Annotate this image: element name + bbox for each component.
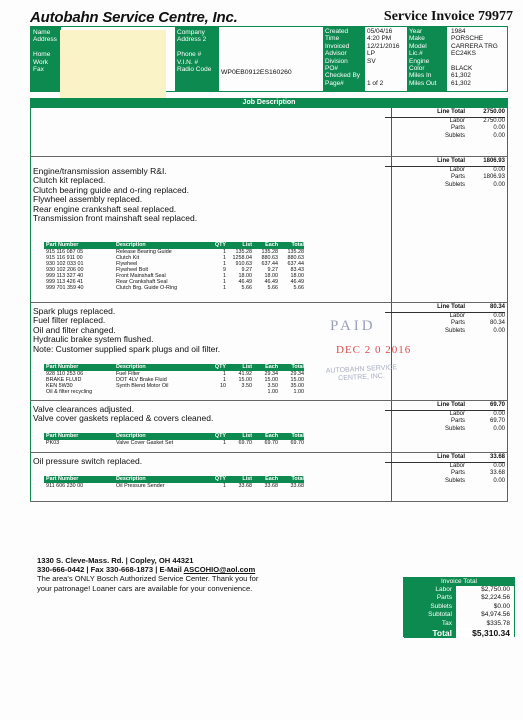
totals-value: 0.00 xyxy=(493,327,505,334)
address-line: 1330 S. Cleve-Mass. Rd. | Copley, OH 44321 xyxy=(37,556,194,565)
job-totals xyxy=(385,158,505,189)
order-field-label: Created xyxy=(325,28,349,35)
parts-cell: 910.63 xyxy=(235,261,252,267)
totals-label: Parts xyxy=(450,470,465,477)
parts-cell: 46.49 xyxy=(290,279,304,285)
totals-label: Labor xyxy=(449,462,465,469)
parts-column-header: Total xyxy=(291,364,304,370)
vehicle-field-value: 61,302 xyxy=(451,79,471,87)
parts-cell: 9 xyxy=(223,267,226,273)
parts-cell: 10 xyxy=(220,383,226,389)
parts-cell: 69.70 xyxy=(238,440,252,446)
parts-cell: 3.50 xyxy=(267,383,278,389)
vehicle-field-label: Lic.# xyxy=(409,50,423,58)
parts-cell: Front Mainshaft Seal xyxy=(116,273,166,279)
parts-cell: 999 701 359 40 xyxy=(46,285,84,291)
parts-cell: 69.70 xyxy=(264,440,278,446)
vehicle-field-value: CARRERA TRG xyxy=(451,42,498,50)
customer-field-label: Work xyxy=(33,58,49,66)
parts-column-header: Total xyxy=(291,476,304,482)
invoice-total-row xyxy=(404,603,514,611)
parts-cell: 83.43 xyxy=(290,267,304,273)
parts-cell: Clutch Brg. Guide O-Ring xyxy=(116,285,178,291)
parts-cell: 135.28 xyxy=(261,249,278,255)
company-field-label: Radio Code xyxy=(177,65,212,73)
invoice-total-label: Parts xyxy=(404,594,456,602)
order-field-value: 4:20 PM xyxy=(367,35,392,43)
totals-row xyxy=(385,125,505,133)
job-totals xyxy=(385,402,505,433)
totals-label: Line Total xyxy=(437,454,465,460)
order-field-label: PO# xyxy=(325,64,339,72)
company-address-block xyxy=(37,556,258,593)
order-field-value: 05/04/16 xyxy=(367,28,393,35)
vehicle-field-label: Color xyxy=(409,64,425,72)
totals-row xyxy=(385,133,505,141)
parts-table-header xyxy=(44,433,304,440)
totals-label: Labor xyxy=(449,166,465,173)
parts-cell: KEN 5W30 xyxy=(46,383,73,389)
order-field-value: 1 of 2 xyxy=(367,79,384,87)
parts-cell: 1258.04 xyxy=(232,255,252,261)
parts-cell: 1 xyxy=(223,440,226,446)
vin-value: WP0EB0912ES160260 xyxy=(221,69,292,76)
parts-cell: 1.00 xyxy=(267,389,278,395)
vehicle-field-value: EC24KS xyxy=(451,50,476,58)
phone-fax-text: 330-666-0442 | Fax 330-668-1873 | E-Mail xyxy=(37,565,184,575)
section-divider xyxy=(30,400,508,401)
parts-cell: 15.00 xyxy=(290,377,304,383)
parts-column-header: List xyxy=(242,433,252,439)
totals-value: 0.00 xyxy=(493,312,505,319)
parts-cell: 1 xyxy=(223,483,226,489)
parts-cell: 930 102 033 01 xyxy=(46,261,84,267)
parts-cell: 1 xyxy=(223,255,226,261)
job-totals xyxy=(385,109,505,140)
parts-cell: BRAKE FLUID xyxy=(46,377,82,383)
totals-row xyxy=(385,320,505,328)
totals-value: 0.00 xyxy=(493,425,505,432)
parts-cell: 1.00 xyxy=(293,389,304,395)
totals-row xyxy=(385,328,505,336)
work-line: Oil and filter changed. xyxy=(33,324,116,335)
totals-value: 0.00 xyxy=(493,410,505,417)
vehicle-field-label: Make xyxy=(409,35,425,43)
totals-value: 33.68 xyxy=(489,470,505,477)
parts-cell: 9.27 xyxy=(241,267,252,273)
parts-cell: 33.68 xyxy=(290,483,304,489)
parts-cell xyxy=(226,389,252,395)
work-line: Hydraulic brake system flushed. xyxy=(33,334,154,345)
totals-value: 1806.93 xyxy=(483,158,505,164)
parts-cell: 1 xyxy=(223,377,226,383)
invoice-total-row xyxy=(404,594,514,602)
parts-column-header: List xyxy=(242,364,252,370)
order-field-label: Time xyxy=(325,35,340,43)
customer-field-label: Fax xyxy=(33,65,44,73)
invoice-total-label: Subtotal xyxy=(404,611,456,619)
parts-cell: 999 113 426 41 xyxy=(46,279,84,285)
totals-row xyxy=(385,470,505,478)
redacted-customer-info xyxy=(60,30,166,104)
customer-field-label: Address xyxy=(33,36,57,44)
line-total-row xyxy=(385,304,505,313)
parts-table xyxy=(44,242,304,291)
grand-total-value: $5,310.34 xyxy=(456,628,514,638)
job-totals xyxy=(385,304,505,335)
vehicle-field-value: 1984 xyxy=(451,28,466,35)
order-label-column xyxy=(323,27,365,91)
parts-cell: 5.66 xyxy=(293,285,304,291)
work-line: Fuel filter replaced. xyxy=(33,315,106,326)
totals-row xyxy=(385,118,505,126)
totals-label: Sublets xyxy=(444,477,465,484)
invoice-total-value: $2,750.00 xyxy=(481,586,510,593)
vehicle-field-value xyxy=(451,58,507,65)
parts-cell: 35.00 xyxy=(290,383,304,389)
totals-value: 1806.93 xyxy=(483,174,505,181)
customer-field-label xyxy=(33,44,59,51)
totals-label: Line Total xyxy=(437,158,465,164)
vehicle-field-value: BLACK xyxy=(451,64,473,72)
parts-column-header: Part Number xyxy=(46,242,79,248)
parts-column-header: Description xyxy=(116,242,146,248)
order-field-value: SV xyxy=(367,57,376,65)
parts-table-header xyxy=(44,242,304,249)
order-value-column xyxy=(367,28,407,87)
parts-row xyxy=(44,440,304,446)
parts-column-header: Each xyxy=(265,433,278,439)
parts-cell: 1 xyxy=(223,261,226,267)
line-total-row xyxy=(385,402,505,411)
totals-label: Sublets xyxy=(444,425,465,432)
parts-column-header: Each xyxy=(265,364,278,370)
totals-value: 33.68 xyxy=(489,454,505,460)
invoice-total-value: $4,974.56 xyxy=(481,611,510,619)
vehicle-field-label: Year xyxy=(409,28,423,35)
totals-value: 2750.00 xyxy=(483,117,505,124)
paid-stamp-date: DEC 2 0 2016 xyxy=(336,344,412,356)
totals-label: Labor xyxy=(449,312,465,319)
parts-cell: 18.00 xyxy=(238,273,252,279)
paid-stamp: PAID xyxy=(330,318,376,334)
parts-cell: 69.70 xyxy=(290,440,304,446)
customer-field-label: Home xyxy=(33,51,51,59)
totals-value: 80.34 xyxy=(489,320,505,327)
line-total-row xyxy=(385,158,505,167)
parts-cell: 41.92 xyxy=(238,371,252,377)
totals-value: 0.00 xyxy=(493,462,505,469)
work-line: Engine/transmission assembly R&I. xyxy=(33,166,167,176)
order-field-value: 12/21/2016 xyxy=(367,42,400,50)
parts-cell: 1 xyxy=(223,273,226,279)
work-line: Clutch kit replaced. xyxy=(33,175,106,186)
parts-cell: 15.00 xyxy=(238,377,252,383)
totals-row xyxy=(385,463,505,471)
line-total-row xyxy=(385,109,505,118)
totals-row xyxy=(385,411,505,419)
parts-cell: 1 xyxy=(223,279,226,285)
parts-column-header: Description xyxy=(116,476,146,482)
section-divider xyxy=(30,501,508,502)
parts-cell: 33.68 xyxy=(238,483,252,489)
totals-value: 80.34 xyxy=(489,304,505,310)
totals-label: Line Total xyxy=(437,402,465,408)
parts-row xyxy=(44,389,304,395)
totals-row xyxy=(385,174,505,182)
vehicle-label-column xyxy=(407,27,447,91)
parts-table xyxy=(44,476,304,489)
totals-row xyxy=(385,426,505,434)
totals-value: 2750.00 xyxy=(483,109,505,115)
vehicle-field-label: Miles Out xyxy=(409,79,437,87)
company-field-label xyxy=(177,44,217,51)
invoice-total-row xyxy=(404,620,514,628)
parts-row xyxy=(44,285,304,291)
work-performed xyxy=(33,307,220,354)
totals-label: Labor xyxy=(449,410,465,417)
invoice-total-value: $0.00 xyxy=(493,602,510,610)
parts-cell: 3.50 xyxy=(241,383,252,389)
work-line: Note: Customer supplied spark plugs and oil filter. xyxy=(33,343,221,354)
totals-label: Parts xyxy=(450,320,465,327)
order-field-label: Invoiced xyxy=(325,42,350,50)
parts-cell: 135.28 xyxy=(235,249,252,255)
parts-cell: Oil Pressure Sender xyxy=(116,483,165,489)
stamp-company-line2: CENTRE, INC. xyxy=(338,372,386,383)
vehicle-field-label: Miles In xyxy=(409,72,432,80)
parts-column-header: QTY xyxy=(214,433,226,439)
totals-label: Sublets xyxy=(444,327,465,334)
section-divider xyxy=(30,452,508,453)
parts-cell: 911 606 230 00 xyxy=(46,483,84,489)
parts-column-header: Total xyxy=(291,242,304,248)
parts-column-header: Total xyxy=(291,433,304,439)
totals-value: 0.00 xyxy=(493,125,505,132)
parts-cell: 637.44 xyxy=(287,261,304,267)
parts-cell: 29.34 xyxy=(264,371,278,377)
section-divider xyxy=(30,156,508,157)
parts-column-header: Part Number xyxy=(46,433,79,439)
parts-column-header: Part Number xyxy=(46,364,79,370)
parts-cell: 18.00 xyxy=(290,273,304,279)
parts-cell: 29.34 xyxy=(290,371,304,377)
parts-table xyxy=(44,433,304,446)
parts-cell: Synth Blend Motor Oil xyxy=(116,383,169,389)
customer-label-column xyxy=(31,27,61,91)
invoice-total-box xyxy=(403,577,515,637)
parts-cell: Fuel Filter xyxy=(116,371,140,377)
parts-cell xyxy=(204,389,226,395)
totals-value: 0.00 xyxy=(493,166,505,173)
parts-cell: 15.00 xyxy=(264,377,278,383)
parts-cell: Valve Cover Gasket Set xyxy=(116,440,174,446)
parts-cell: Clutch Kit xyxy=(116,255,140,261)
order-field-label: Page# xyxy=(325,79,344,87)
parts-column-header: List xyxy=(242,476,252,482)
company-field-label: V.I.N. # xyxy=(177,58,199,66)
grand-total-row xyxy=(404,628,514,638)
work-line: Transmission front mainshaft seal replaced. xyxy=(33,213,198,224)
totals-label: Parts xyxy=(450,174,465,181)
work-line: Valve clearances adjusted. xyxy=(33,404,134,414)
work-line: Flywheel assembly replaced. xyxy=(33,194,143,205)
parts-cell: 1 xyxy=(223,285,226,291)
parts-table xyxy=(44,364,304,395)
work-line: Rear engine crankshaft seal replaced. xyxy=(33,203,177,214)
totals-row xyxy=(385,418,505,426)
parts-cell: Release Bearing Guide xyxy=(116,249,172,255)
parts-cell: 915 116 087 05 xyxy=(46,249,84,255)
company-field-label: Phone # xyxy=(177,51,202,59)
parts-cell: 5.66 xyxy=(241,285,252,291)
parts-column-header: QTY xyxy=(214,242,226,248)
totals-row xyxy=(385,182,505,190)
parts-cell: 999 113 327 40 xyxy=(46,273,84,279)
parts-column-header: QTY xyxy=(214,476,226,482)
parts-cell: Rear Crankshaft Seal xyxy=(116,279,168,285)
work-line: Spark plugs replaced. xyxy=(33,306,116,316)
work-line: Clutch bearing guide and o-ring replaced. xyxy=(33,184,189,195)
parts-cell: 46.49 xyxy=(264,279,278,285)
totals-label: Sublets xyxy=(444,181,465,188)
invoice-total-value: $335.78 xyxy=(486,619,510,627)
parts-cell: 5.66 xyxy=(267,285,278,291)
totals-row xyxy=(385,478,505,486)
parts-table-header xyxy=(44,476,304,483)
job-totals xyxy=(385,454,505,485)
order-field-value: LP xyxy=(367,50,375,58)
vehicle-field-value: 61,302 xyxy=(451,72,471,80)
parts-cell: 33.68 xyxy=(264,483,278,489)
parts-cell: 46.49 xyxy=(238,279,252,285)
parts-cell xyxy=(114,389,204,395)
invoice-title: Service Invoice 79977 xyxy=(383,9,513,24)
parts-column-header: Each xyxy=(265,242,278,248)
invoice-total-label: Labor xyxy=(404,586,456,594)
parts-row xyxy=(44,483,304,489)
totals-label: Labor xyxy=(449,117,465,124)
totals-label: Parts xyxy=(450,418,465,425)
totals-row xyxy=(385,167,505,175)
grand-total-label: Total xyxy=(432,627,452,638)
stamp-company-line1: AUTOBAHN SERVICE xyxy=(325,364,398,375)
totals-value: 69.70 xyxy=(489,402,505,408)
vehicle-field-value: PORSCHE xyxy=(451,35,484,43)
totals-label: Line Total xyxy=(437,304,465,310)
totals-row xyxy=(385,313,505,321)
parts-cell: PK03 xyxy=(46,440,60,446)
company-label-column xyxy=(175,27,219,91)
totals-value: 0.00 xyxy=(493,477,505,484)
parts-column-header: List xyxy=(242,242,252,248)
parts-cell: DOT 4LV Brake Fluid xyxy=(116,377,167,383)
line-total-row xyxy=(385,454,505,463)
work-performed xyxy=(33,405,213,424)
invoice-total-title: Invoice Total xyxy=(404,578,514,586)
totals-label: Sublets xyxy=(444,132,465,139)
totals-value: 0.00 xyxy=(493,181,505,188)
parts-cell: Flywheel xyxy=(116,261,138,267)
parts-column-header: Each xyxy=(265,476,278,482)
order-field-label: Checked By xyxy=(325,72,361,80)
parts-cell: 9.27 xyxy=(267,267,278,273)
parts-cell: 18.00 xyxy=(264,273,278,279)
order-field-value xyxy=(367,72,407,79)
email-link[interactable]: ASCOHIO@aol.com xyxy=(183,565,256,575)
parts-cell: Flywheel Bolt xyxy=(116,267,149,273)
tagline-line: The area's ONLY Bosch Authorized Service Center. Thank you for xyxy=(37,574,259,584)
parts-cell: 637.44 xyxy=(261,261,278,267)
work-line: Valve cover gaskets replaced & covers cleaned. xyxy=(33,413,214,424)
totals-value: 69.70 xyxy=(489,418,505,425)
order-field-value xyxy=(367,65,407,72)
section-divider xyxy=(30,302,508,303)
company-field-label: Address 2 xyxy=(177,36,207,44)
parts-cell: 930 102 206 00 xyxy=(46,267,84,273)
totals-value: 0.00 xyxy=(493,132,505,139)
vehicle-field-label: Engine xyxy=(409,57,430,65)
parts-cell: 915 116 911 00 xyxy=(46,255,83,261)
parts-column-header: Description xyxy=(116,364,146,370)
work-line: Oil pressure switch replaced. xyxy=(33,456,143,466)
contact-line xyxy=(37,565,258,574)
parts-column-header: Description xyxy=(116,433,146,439)
order-field-label: Advisor xyxy=(325,50,347,58)
vehicle-field-label: Model xyxy=(409,42,427,50)
parts-column-header: QTY xyxy=(214,364,226,370)
parts-cell: 135.28 xyxy=(287,249,304,255)
parts-cell: Oil & filter recycling xyxy=(46,389,93,395)
job-description-header: Job Description xyxy=(30,98,508,108)
parts-cell: 880.63 xyxy=(287,255,304,261)
company-name: Autobahn Service Centre, Inc. xyxy=(30,9,238,26)
parts-cell: 880.63 xyxy=(261,255,278,261)
parts-cell: 928 110 253 06 xyxy=(46,371,84,377)
tagline-line: your patronage! Loaner cars are available for your convenience. xyxy=(37,583,253,593)
parts-table-header xyxy=(44,364,304,371)
order-field-label: Division xyxy=(325,57,348,65)
invoice-total-value: $2,224.56 xyxy=(481,594,510,602)
parts-column-header: Part Number xyxy=(46,476,79,482)
totals-label: Line Total xyxy=(437,109,465,115)
invoice-total-label: Sublets xyxy=(404,603,456,611)
work-performed xyxy=(33,457,142,466)
company-field-label: Company xyxy=(177,29,205,36)
invoice-total-row xyxy=(404,611,514,619)
parts-cell: 1 xyxy=(223,249,226,255)
parts-cell: 1 xyxy=(223,371,226,377)
customer-field-label: Name xyxy=(33,29,51,36)
totals-label: Parts xyxy=(450,125,465,132)
invoice-total-label: Tax xyxy=(404,620,456,628)
work-performed xyxy=(33,167,197,223)
vehicle-value-column xyxy=(451,28,507,87)
invoice-total-row xyxy=(404,586,514,594)
